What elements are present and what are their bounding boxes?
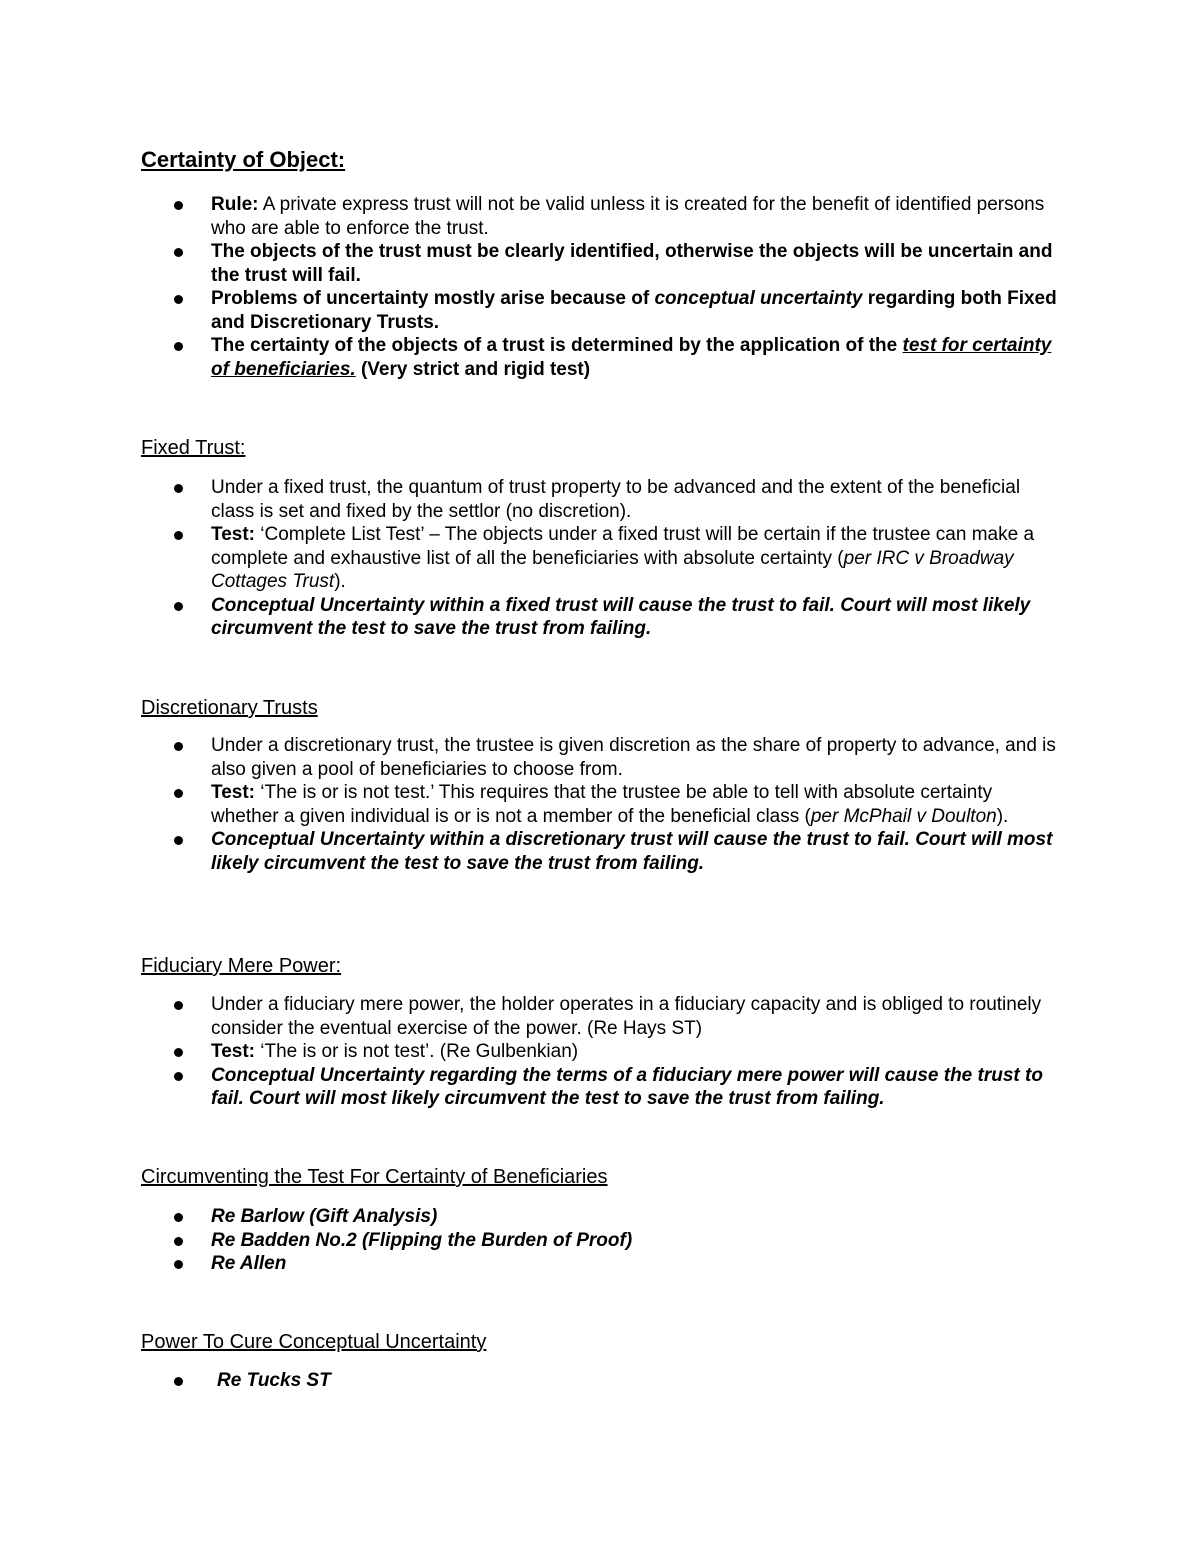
item-label: Rule: [211, 194, 259, 215]
item-text: Re Tucks ST [217, 1370, 331, 1391]
list-fixed-trust [141, 476, 1061, 641]
bullet-icon [174, 1001, 183, 1010]
item-text: Re Allen [211, 1253, 287, 1274]
bullet-icon [174, 1213, 183, 1222]
item-text-after: (Very strict and rigid test) [355, 358, 591, 380]
list-discretionary-trusts [141, 734, 1061, 875]
bullet-icon [174, 789, 183, 798]
item-label: Test: [211, 524, 255, 545]
bullet-icon [174, 484, 183, 493]
item-text-before: Problems of uncertainty mostly arise because of [211, 288, 655, 309]
list-item [141, 287, 1061, 334]
bullet-icon [174, 1048, 183, 1057]
item-text: ‘The is or is not test’. (Re Gulbenkian) [254, 1041, 579, 1062]
item-text: Under a fiduciary mere power, the holder operates in a fiduciary capacity and is obliged to routinely consider the eventual exercise of the power. (Re Hays ST) [211, 994, 1042, 1039]
bullet-icon [174, 342, 183, 351]
bullet-icon [174, 1377, 183, 1386]
list-certainty-of-object [141, 193, 1061, 381]
item-text: Under a fixed trust, the quantum of trust property to be advanced and the extent of the beneficial class is set and fixed by the settlor (no discretion). [211, 477, 1021, 522]
list-item [141, 1369, 1061, 1393]
section-heading-certainty-of-object: Certainty of Object: [141, 147, 346, 172]
item-label: Test: [211, 782, 255, 803]
item-text: Under a discretionary trust, the trustee is given discretion as the share of property to advance, and is also given a pool of beneficiaries to choose from. [211, 735, 1056, 780]
section-heading-power-to-cure: Power To Cure Conceptual Uncertainty [141, 1331, 487, 1353]
bullet-icon [174, 201, 183, 210]
item-text: Conceptual Uncertainty within a discretionary trust will cause the trust to fail. Court will most likely circumvent the test to save the trust from failing. [211, 829, 1053, 874]
bullet-icon [174, 1237, 183, 1246]
item-emphasis: conceptual uncertainty [654, 288, 863, 309]
list-circumventing-the-test [141, 1205, 1061, 1276]
bullet-icon [174, 602, 183, 611]
item-emphasis: test for certainty of beneficiaries. [211, 335, 1052, 380]
item-text: Re Badden No.2 (Flipping the Burden of Proof) [211, 1229, 633, 1251]
list-item [141, 476, 1061, 523]
item-text-after: regarding both Fixed and Discretionary Trusts. [211, 288, 1057, 333]
list-fiduciary-mere-power [141, 993, 1061, 1111]
list-item [141, 193, 1061, 240]
bullet-icon [174, 295, 183, 304]
list-item [141, 781, 1061, 828]
list-item [141, 993, 1061, 1040]
list-power-to-cure [141, 1369, 1061, 1393]
item-citation: per IRC v Broadway Cottages Trust [211, 547, 1014, 592]
list-item [141, 1040, 1061, 1064]
list-item [141, 734, 1061, 781]
item-text: ‘The is or is not test.’ This requires that the trustee be able to tell with absolute certainty whether a given individual is or is not a member of the beneficial class ( [211, 782, 993, 827]
section-heading-fixed-trust: Fixed Trust: [141, 437, 246, 459]
item-text: Conceptual Uncertainty within a fixed trust will cause the trust to fail. Court will most likely circumvent the test to save the trust from failing. [211, 594, 1031, 639]
section-heading-discretionary-trusts: Discretionary Trusts [141, 697, 318, 719]
item-label: Test: [211, 1041, 255, 1062]
item-text: ‘Complete List Test’ – The objects under a fixed trust will be certain if the trustee can make a complete and exhaustive list of all the beneficiaries with absolute certainty ( [211, 524, 1035, 569]
item-text: Re Barlow (Gift Analysis) [211, 1206, 438, 1227]
bullet-icon [174, 742, 183, 751]
list-item [141, 1064, 1061, 1111]
item-citation: per McPhail v Doulton [810, 805, 997, 827]
bullet-icon [174, 1072, 183, 1081]
list-item [141, 240, 1061, 287]
item-text: Conceptual Uncertainty regarding the terms of a fiduciary mere power will cause the trust to fail. Court will most likely circumvent the test to save the trust from failing. [211, 1064, 1043, 1109]
section-heading-circumventing-the-test: Circumventing the Test For Certainty of Beneficiaries [141, 1166, 608, 1188]
list-item [141, 1229, 1061, 1253]
item-text-after: ). [996, 805, 1009, 827]
bullet-icon [174, 1260, 183, 1269]
bullet-icon [174, 531, 183, 540]
list-item [141, 334, 1061, 381]
bullet-icon [174, 248, 183, 257]
list-item [141, 1252, 1061, 1276]
item-text-after: ). [334, 571, 346, 592]
bullet-icon [174, 836, 183, 845]
list-item [141, 523, 1061, 594]
item-text-before: The certainty of the objects of a trust is determined by the application of the [211, 335, 903, 356]
list-item [141, 594, 1061, 641]
list-item [141, 1205, 1061, 1229]
item-text: A private express trust will not be valid unless it is created for the benefit of identified persons who are able to enforce the trust. [211, 194, 1045, 239]
list-item [141, 828, 1061, 875]
section-heading-fiduciary-mere-power: Fiduciary Mere Power: [141, 955, 342, 977]
item-text: The objects of the trust must be clearly identified, otherwise the objects will be uncertain and the trust will fail. [211, 241, 1053, 286]
